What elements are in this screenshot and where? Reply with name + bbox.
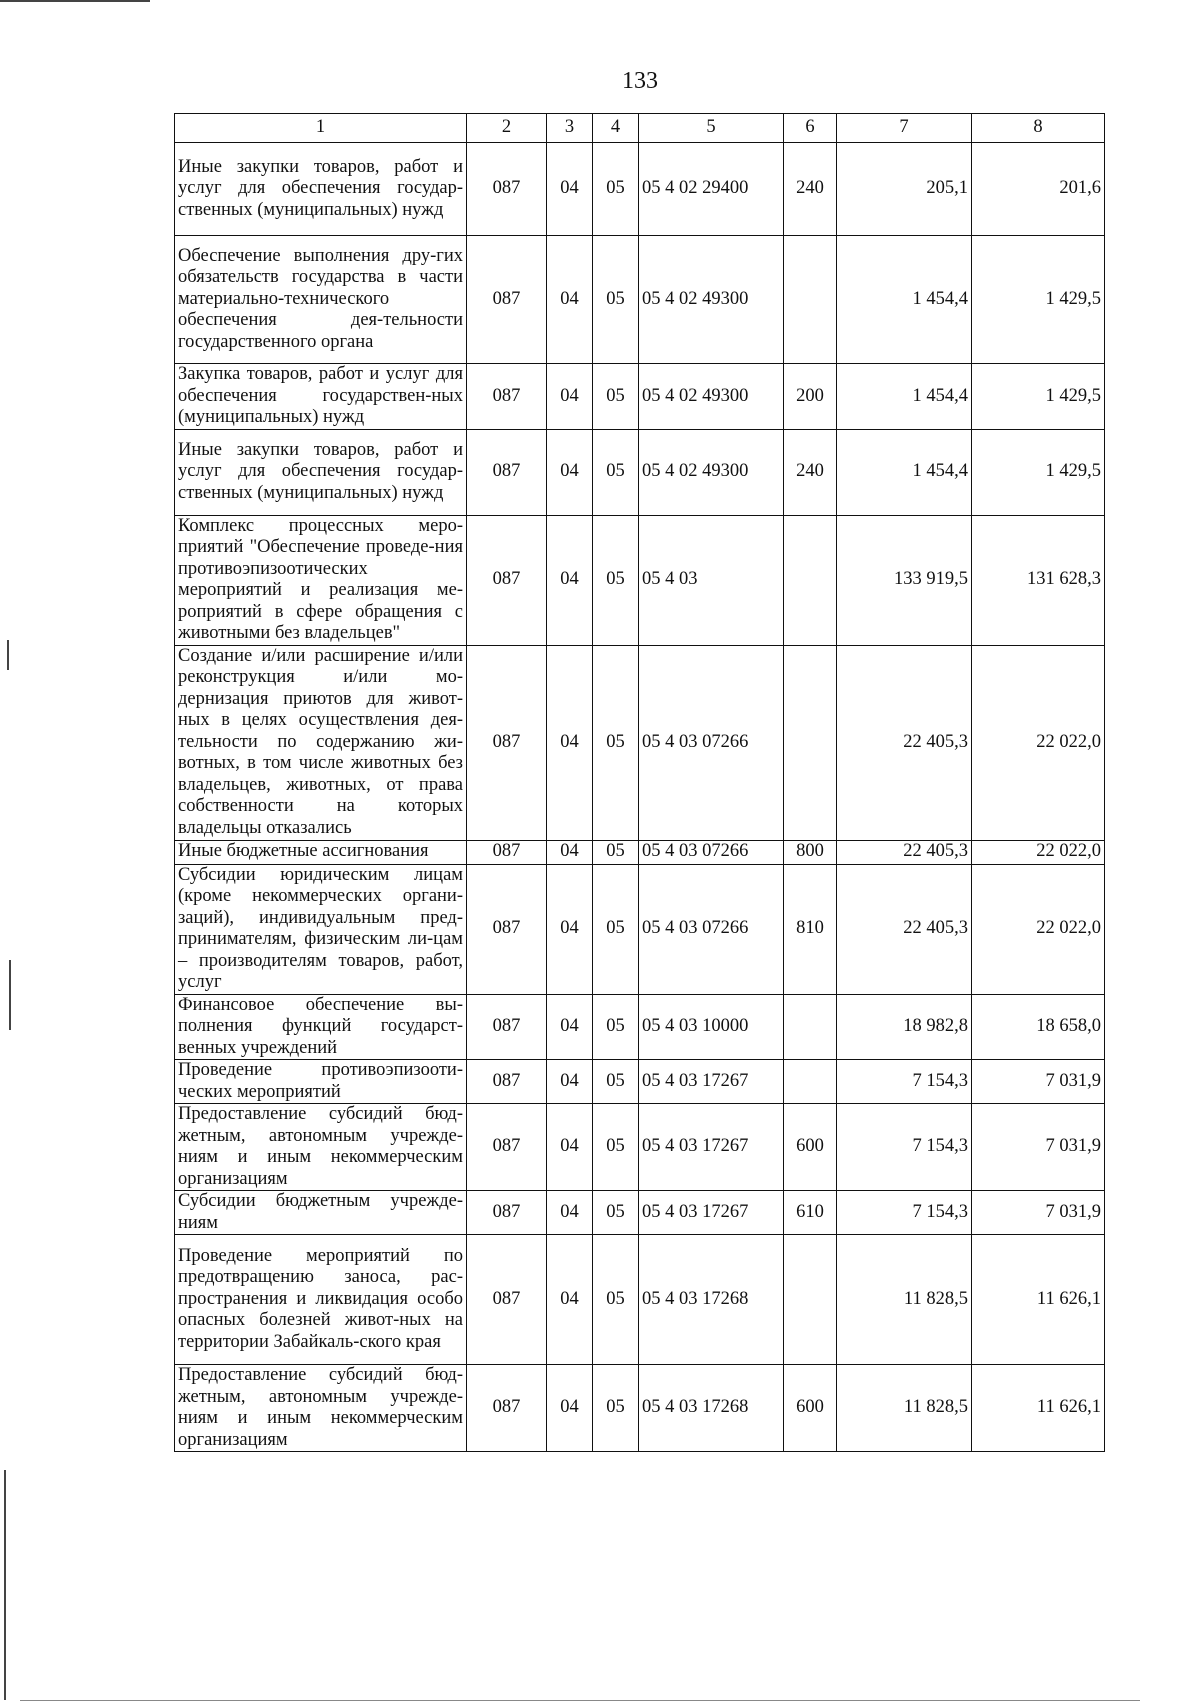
amount-year-2: 131 628,3 xyxy=(972,515,1105,645)
row-name: Финансовое обеспечение вы-полнения функций государст-венных учреждений xyxy=(175,994,467,1060)
table-body xyxy=(175,143,1105,1452)
scan-artifact-left-3 xyxy=(4,1470,6,1700)
header-col-8: 8 xyxy=(972,114,1105,143)
row-name: Закупка товаров, работ и услуг для обеспечения государствен-ных (муниципальных) нужд xyxy=(175,364,467,430)
subsection-code: 04 xyxy=(547,364,593,430)
header-col-6: 6 xyxy=(784,114,837,143)
table-row xyxy=(175,994,1105,1060)
amount-year-1: 133 919,5 xyxy=(837,515,972,645)
amount-year-1: 22 405,3 xyxy=(837,645,972,840)
target-article-code: 05 4 03 10000 xyxy=(639,994,784,1060)
subsection-code: 04 xyxy=(547,864,593,994)
division-code: 05 xyxy=(593,429,639,515)
target-article-code: 05 4 03 17267 xyxy=(639,1104,784,1191)
expense-type-code xyxy=(784,515,837,645)
amount-year-2: 22 022,0 xyxy=(972,840,1105,864)
amount-year-1: 7 154,3 xyxy=(837,1191,972,1235)
expense-type-code: 810 xyxy=(784,864,837,994)
expense-type-code xyxy=(784,236,837,364)
section-code: 087 xyxy=(467,143,547,236)
amount-year-1: 205,1 xyxy=(837,143,972,236)
section-code: 087 xyxy=(467,1235,547,1365)
section-code: 087 xyxy=(467,1104,547,1191)
subsection-code: 04 xyxy=(547,1235,593,1365)
division-code: 05 xyxy=(593,1060,639,1104)
expense-type-code: 600 xyxy=(784,1365,837,1452)
subsection-code: 04 xyxy=(547,1104,593,1191)
division-code: 05 xyxy=(593,1235,639,1365)
table-row xyxy=(175,515,1105,645)
target-article-code: 05 4 02 49300 xyxy=(639,364,784,430)
row-name: Субсидии юридическим лицам (кроме некоммерческих органи-заций), индивидуальным пред-принимателям, физическим ли-цам – производителям товаров, работ, услуг xyxy=(175,864,467,994)
amount-year-1: 22 405,3 xyxy=(837,864,972,994)
division-code: 05 xyxy=(593,645,639,840)
section-code: 087 xyxy=(467,840,547,864)
row-name: Предоставление субсидий бюд-жетным, автономным учрежде-ниям и иным некоммерческим организациям xyxy=(175,1104,467,1191)
subsection-code: 04 xyxy=(547,645,593,840)
amount-year-2: 1 429,5 xyxy=(972,236,1105,364)
expense-type-code: 200 xyxy=(784,364,837,430)
amount-year-2: 7 031,9 xyxy=(972,1060,1105,1104)
section-code: 087 xyxy=(467,364,547,430)
expense-type-code xyxy=(784,1060,837,1104)
table-row xyxy=(175,1060,1105,1104)
table-row xyxy=(175,236,1105,364)
row-name: Комплекс процессных меро-приятий "Обеспечение проведе-ния противоэпизоотических мероприятий и реализация ме-роприятий в сфере обращения с животными без владельцев" xyxy=(175,515,467,645)
division-code: 05 xyxy=(593,994,639,1060)
target-article-code: 05 4 03 17267 xyxy=(639,1191,784,1235)
section-code: 087 xyxy=(467,236,547,364)
expense-type-code: 600 xyxy=(784,1104,837,1191)
target-article-code: 05 4 03 17268 xyxy=(639,1235,784,1365)
section-code: 087 xyxy=(467,1191,547,1235)
row-name: Проведение мероприятий по предотвращению заноса, рас-пространения и ликвидация особо опасных болезней живот-ных на территории Забайкаль-ского края xyxy=(175,1235,467,1365)
target-article-code: 05 4 03 07266 xyxy=(639,645,784,840)
table-row xyxy=(175,1104,1105,1191)
amount-year-1: 1 454,4 xyxy=(837,236,972,364)
row-name: Субсидии бюджетным учрежде-ниям xyxy=(175,1191,467,1235)
amount-year-2: 7 031,9 xyxy=(972,1104,1105,1191)
amount-year-2: 22 022,0 xyxy=(972,864,1105,994)
amount-year-1: 11 828,5 xyxy=(837,1235,972,1365)
amount-year-2: 11 626,1 xyxy=(972,1365,1105,1452)
section-code: 087 xyxy=(467,645,547,840)
header-col-2: 2 xyxy=(467,114,547,143)
table-row xyxy=(175,1191,1105,1235)
amount-year-1: 1 454,4 xyxy=(837,429,972,515)
header-col-4: 4 xyxy=(593,114,639,143)
amount-year-2: 11 626,1 xyxy=(972,1235,1105,1365)
table-row xyxy=(175,840,1105,864)
section-code: 087 xyxy=(467,994,547,1060)
subsection-code: 04 xyxy=(547,515,593,645)
scan-artifact-bottom xyxy=(20,1700,1140,1701)
amount-year-1: 22 405,3 xyxy=(837,840,972,864)
target-article-code: 05 4 03 17267 xyxy=(639,1060,784,1104)
table-row xyxy=(175,1235,1105,1365)
scan-artifact-left-2 xyxy=(9,960,11,1030)
subsection-code: 04 xyxy=(547,429,593,515)
expense-type-code xyxy=(784,645,837,840)
expense-type-code xyxy=(784,1235,837,1365)
header-col-3: 3 xyxy=(547,114,593,143)
header-col-1: 1 xyxy=(175,114,467,143)
expense-type-code: 610 xyxy=(784,1191,837,1235)
target-article-code: 05 4 02 49300 xyxy=(639,236,784,364)
table-row xyxy=(175,364,1105,430)
subsection-code: 04 xyxy=(547,143,593,236)
section-code: 087 xyxy=(467,1365,547,1452)
row-name: Иные закупки товаров, работ и услуг для обеспечения государ-ственных (муниципальных) нужд xyxy=(175,143,467,236)
section-code: 087 xyxy=(467,1060,547,1104)
header-col-7: 7 xyxy=(837,114,972,143)
header-col-5: 5 xyxy=(639,114,784,143)
target-article-code: 05 4 02 49300 xyxy=(639,429,784,515)
amount-year-2: 18 658,0 xyxy=(972,994,1105,1060)
target-article-code: 05 4 03 xyxy=(639,515,784,645)
division-code: 05 xyxy=(593,864,639,994)
target-article-code: 05 4 03 07266 xyxy=(639,840,784,864)
section-code: 087 xyxy=(467,429,547,515)
amount-year-2: 1 429,5 xyxy=(972,429,1105,515)
amount-year-1: 7 154,3 xyxy=(837,1060,972,1104)
subsection-code: 04 xyxy=(547,236,593,364)
page-number: 133 xyxy=(622,68,658,94)
amount-year-2: 1 429,5 xyxy=(972,364,1105,430)
row-name: Проведение противоэпизооти-ческих мероприятий xyxy=(175,1060,467,1104)
amount-year-2: 7 031,9 xyxy=(972,1191,1105,1235)
amount-year-2: 22 022,0 xyxy=(972,645,1105,840)
subsection-code: 04 xyxy=(547,1365,593,1452)
amount-year-1: 18 982,8 xyxy=(837,994,972,1060)
budget-table xyxy=(174,113,1105,1452)
amount-year-2: 201,6 xyxy=(972,143,1105,236)
scan-artifact-top xyxy=(0,0,150,2)
amount-year-1: 7 154,3 xyxy=(837,1104,972,1191)
subsection-code: 04 xyxy=(547,840,593,864)
table-row xyxy=(175,143,1105,236)
row-name: Предоставление субсидий бюд-жетным, автономным учрежде-ниям и иным некоммерческим организациям xyxy=(175,1365,467,1452)
expense-type-code xyxy=(784,994,837,1060)
expense-type-code: 240 xyxy=(784,429,837,515)
division-code: 05 xyxy=(593,1365,639,1452)
target-article-code: 05 4 03 07266 xyxy=(639,864,784,994)
division-code: 05 xyxy=(593,236,639,364)
amount-year-1: 11 828,5 xyxy=(837,1365,972,1452)
row-name: Обеспечение выполнения дру-гих обязательств государства в части материально-технического обеспечения дея-тельности государственного органа xyxy=(175,236,467,364)
scan-artifact-left-1 xyxy=(7,640,9,670)
division-code: 05 xyxy=(593,1191,639,1235)
row-name: Иные закупки товаров, работ и услуг для обеспечения государ-ственных (муниципальных) нужд xyxy=(175,429,467,515)
division-code: 05 xyxy=(593,1104,639,1191)
target-article-code: 05 4 03 17268 xyxy=(639,1365,784,1452)
division-code: 05 xyxy=(593,515,639,645)
division-code: 05 xyxy=(593,364,639,430)
target-article-code: 05 4 02 29400 xyxy=(639,143,784,236)
subsection-code: 04 xyxy=(547,994,593,1060)
table-row xyxy=(175,864,1105,994)
subsection-code: 04 xyxy=(547,1060,593,1104)
expense-type-code: 240 xyxy=(784,143,837,236)
table-row xyxy=(175,645,1105,840)
subsection-code: 04 xyxy=(547,1191,593,1235)
section-code: 087 xyxy=(467,864,547,994)
section-code: 087 xyxy=(467,515,547,645)
row-name: Иные бюджетные ассигнования xyxy=(175,840,467,864)
row-name: Создание и/или расширение и/или реконструкция и/или мо-дернизация приютов для живот-ных в целях осуществления дея-тельности по содержанию жи-вотных, в том числе животных без владельцев, животных, от права собственности на которых владельцы отказались xyxy=(175,645,467,840)
amount-year-1: 1 454,4 xyxy=(837,364,972,430)
division-code: 05 xyxy=(593,143,639,236)
header-row xyxy=(175,114,1105,143)
expense-type-code: 800 xyxy=(784,840,837,864)
table-row xyxy=(175,429,1105,515)
table-row xyxy=(175,1365,1105,1452)
division-code: 05 xyxy=(593,840,639,864)
